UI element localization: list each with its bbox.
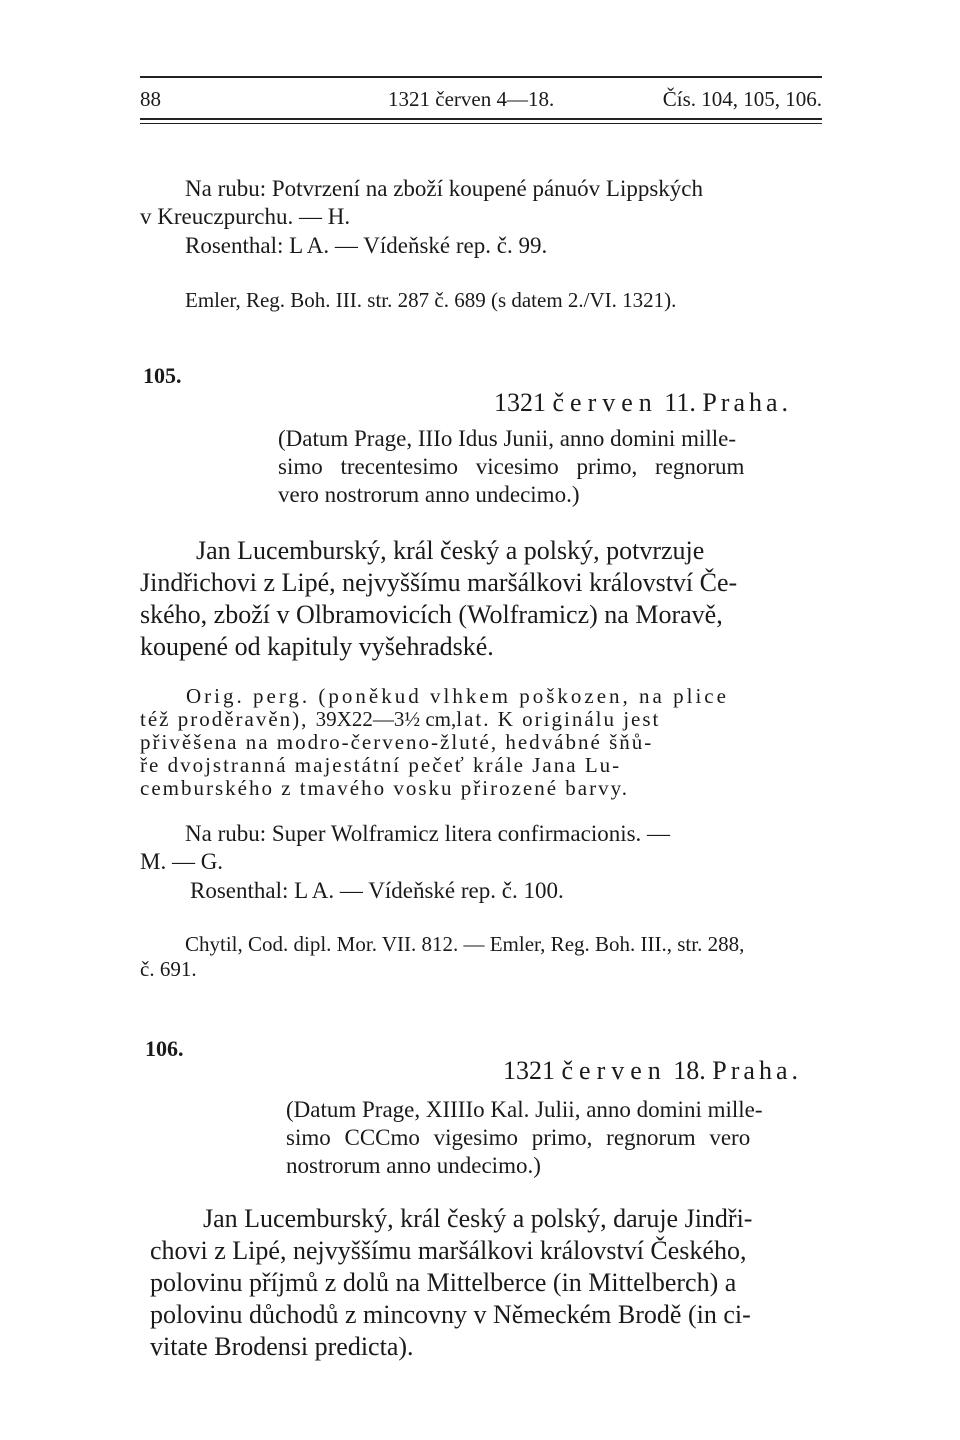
doc105-endorsement: [140, 821, 830, 881]
doc105-dateline: [494, 388, 792, 418]
datum-line: vero nostrorum anno undecimo.): [278, 482, 580, 507]
orig-text: lat. K originálu jest: [456, 707, 661, 731]
regest-line: polovinu důchodů z mincovny v Německém Brodě (in ci-: [150, 1300, 751, 1329]
orig-line: cemburského z tmavého vosku přirozené barvy.: [140, 776, 629, 800]
dateline-month: červen: [552, 388, 658, 417]
header-top-rule: [140, 76, 822, 78]
dateline-day: 18.: [666, 1056, 713, 1085]
orig-line: přivěšena na modro-červeno-žluté, hedvábné šňů-: [140, 730, 654, 754]
doc106-datum-clause: [286, 1097, 831, 1187]
dateline-month: červen: [561, 1056, 667, 1085]
orig-line: Orig. perg. (poněkud vlhkem poškozen, na plice: [186, 684, 729, 708]
datum-line: (Datum Prage, IIIo Idus Junii, anno domini mille-: [278, 426, 737, 451]
regest-line: ského, zboží v Olbramovicích (Wolframicz) na Moravě,: [140, 600, 723, 629]
dateline-year: 1321: [494, 388, 553, 417]
header-date: 1321 červen 4—18.: [388, 87, 555, 111]
orig-text: též proděravěn),: [140, 707, 316, 731]
datum-line: simo trecentesimo vicesimo primo, regnorum: [278, 454, 745, 479]
regest-line: chovi z Lipé, nejvyššímu maršálkovi království Českého,: [150, 1236, 747, 1265]
running-header: [140, 87, 822, 113]
header-bottom-rule-thin: [140, 123, 822, 124]
doc104-endorsement-line: v Kreuczpurchu. — H.: [140, 204, 351, 229]
doc105-editions: [140, 932, 830, 982]
datum-line: nostrorum anno undecimo.): [286, 1153, 541, 1178]
header-document-numbers: Čís. 104, 105, 106.: [662, 87, 822, 111]
regest-line: polovinu příjmů z dolů na Mittelberce (in Mittelberch) a: [150, 1268, 737, 1297]
page-number: 88: [140, 87, 161, 111]
doc104-endorsement-line: Na rubu: Potvrzení na zboží koupené pánuóv Lippských: [185, 176, 704, 201]
dateline-place: Praha.: [702, 388, 793, 417]
dateline-place: Praha.: [712, 1056, 802, 1085]
endorsement-line: M. — G.: [140, 849, 224, 874]
regest-line: vitate Brodensi predicta).: [150, 1332, 414, 1361]
editions-line: č. 691.: [140, 957, 197, 981]
dateline-year: 1321: [503, 1056, 562, 1085]
datum-line: (Datum Prage, XIIIIo Kal. Julii, anno domini mille-: [286, 1097, 763, 1122]
dateline-day: 11.: [657, 388, 703, 417]
datum-line: simo CCCmo vigesimo primo, regnorum vero: [286, 1125, 751, 1150]
regest-line: Jindřichovi z Lipé, nejvyššímu maršálkovi království Če-: [140, 568, 738, 597]
doc105-number: 105.: [143, 363, 182, 388]
doc106-regest: [150, 1204, 840, 1369]
doc106-number: 106.: [145, 1036, 184, 1061]
doc105-regest: [140, 536, 830, 666]
orig-line: [140, 707, 660, 732]
doc105-datum-clause: [278, 426, 823, 516]
endorsement-line: Na rubu: Super Wolframicz litera confirmacionis. —: [185, 821, 671, 846]
header-bottom-rule: [140, 118, 822, 120]
orig-dimensions: 39X22—3½ cm,: [315, 707, 457, 731]
regest-line: Jan Lucemburský, král český a polský, daruje Jindři-: [203, 1204, 753, 1233]
orig-line: ře dvojstranná majestátní pečeť krále Jana Lu-: [140, 753, 622, 777]
editions-line: Chytil, Cod. dipl. Mor. VII. 812. — Emler, Reg. Boh. III., str. 288,: [185, 932, 745, 956]
doc104-emler-reference: Emler, Reg. Boh. III. str. 287 č. 689 (s datem 2./VI. 1321).: [185, 288, 677, 312]
doc106-dateline: [503, 1056, 802, 1086]
doc104-rosenthal: Rosenthal: L A. — Vídeňské rep. č. 99.: [185, 233, 548, 258]
doc105-rosenthal: Rosenthal: L A. — Vídeňské rep. č. 100.: [190, 878, 564, 903]
regest-line: koupené od kapituly vyšehradské.: [140, 632, 494, 661]
regest-line: Jan Lucemburský, král český a polský, potvrzuje: [196, 536, 705, 565]
doc105-original-description: [140, 684, 830, 804]
